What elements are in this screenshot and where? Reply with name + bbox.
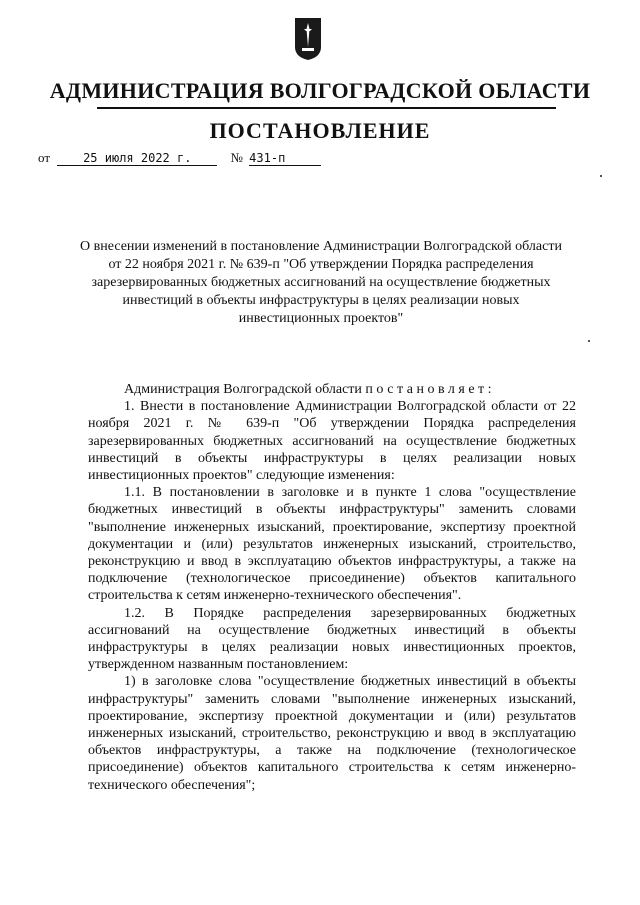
organization-title: АДМИНИСТРАЦИЯ ВОЛГОГРАДСКОЙ ОБЛАСТИ — [49, 78, 591, 103]
document-number: 431-п — [249, 151, 321, 166]
document-type-title: ПОСТАНОВЛЕНИЕ — [209, 118, 431, 143]
number-prefix: № — [230, 150, 243, 165]
body-paragraph: 1) в заголовке слова "осуществление бюджетных инвестиций в объекты инфраструктуры" заменить словами "выполнение инженерных изысканий, проектирование, экспертизу проектной документации и (или) результатов инженерных изысканий, строительство, реконструкцию и ввод в эксплуатацию объектов инфраструктуры, а также на подключение (технологическое присоединение) объектов капитального строительства к сетям инженерно-технического обеспечения"; — [88, 674, 576, 793]
header-rule — [97, 107, 556, 109]
coat-of-arms-emblem — [294, 17, 322, 61]
date-prefix: от — [38, 150, 51, 165]
document-body — [88, 381, 576, 794]
intro-paragraph — [88, 381, 576, 398]
intro-text: Администрация Волгоградской области — [124, 382, 366, 397]
body-paragraph: 1.2. В Порядке распределения зарезервированных бюджетных ассигнований на осуществление бюджетных инвестиций в объекты инфраструктуры в целях реализации новых инвестиционных проектов, утвержденном названным постановлением: — [88, 605, 576, 673]
document-date: 25 июля 2022 г. — [57, 151, 217, 166]
scan-speck — [588, 340, 590, 342]
body-paragraph: 1. Внести в постановление Администрации Волгоградской области от 22 ноября 2021 г. № 639-п "Об утверждении Порядка распределения зарезервированных бюджетных ассигнований на осуществление бюджетных инвестиций в объекты инфраструктуры в целях реализации новых инвестиционных проектов" следующие изменения: — [88, 399, 576, 484]
scan-speck — [600, 175, 602, 177]
document-date-number — [38, 150, 321, 166]
body-paragraph: 1.1. В постановлении в заголовке и в пункте 1 слова "осуществление бюджетных инвестиций в объекты инфраструктуры" заменить словами "выполнение инженерных изысканий, проектирование, экспертизу проектной документации и (или) результатов инженерных изысканий, строительство, реконструкцию и ввод в эксплуатацию объектов инфраструктуры, а также на подключение (технологическое присоединение) объектов капитального строительства к сетям инженерно-технического обеспечения". — [88, 485, 576, 604]
intro-decree-word: постановляет: — [365, 382, 496, 397]
document-subject: О внесении изменений в постановление Администрации Волгоградской области от 22 ноября 2021 г. № 639-п "Об утверждении Порядка распределения зарезервированных бюджетных ассигнований на осуществление бюджетных инвестиций в объекты инфраструктуры в целях реализации новых инвестиционных проектов" — [80, 239, 562, 326]
